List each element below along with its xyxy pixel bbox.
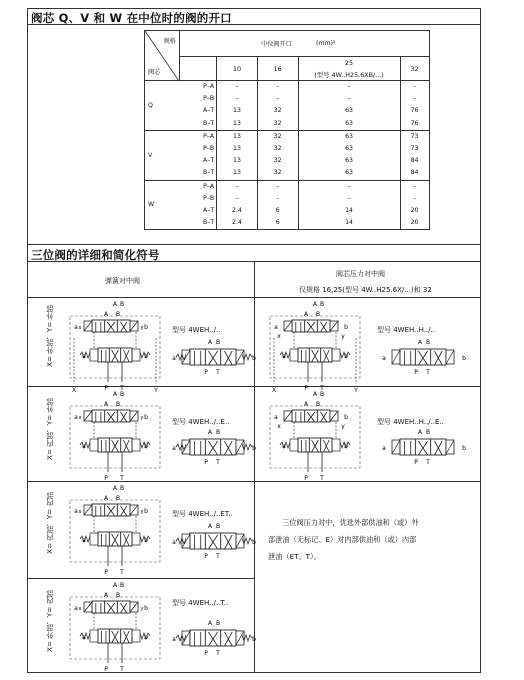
area-value: – — [235, 95, 239, 103]
port-letter: x — [78, 606, 82, 612]
port-letter: a — [382, 355, 386, 362]
port-letter: P — [414, 369, 418, 376]
simplified-valve-symbol — [172, 523, 256, 560]
port-letter: b — [144, 414, 148, 421]
area-cell — [217, 130, 258, 180]
port-letter: B — [119, 485, 125, 492]
port-letter: a — [382, 445, 386, 452]
corner-top: 规格 — [163, 38, 176, 45]
port-letter: A — [103, 495, 109, 502]
area-value: 63 — [345, 169, 353, 177]
port-letter: A — [303, 311, 309, 318]
port-letter: B — [115, 592, 121, 599]
area-cell — [298, 130, 400, 180]
path-label: B–T — [203, 169, 215, 177]
unit: (mm)² — [298, 31, 400, 57]
area-value: – — [412, 182, 417, 190]
port-letter: a — [82, 537, 86, 544]
port-letter: b — [144, 634, 148, 641]
area-value: 73 — [410, 144, 419, 152]
area-value: 14 — [345, 206, 353, 214]
port-letter: T — [120, 385, 124, 392]
area-value: 76 — [410, 119, 419, 127]
area-value: – — [412, 194, 417, 202]
path-label: B–T — [203, 219, 215, 227]
path-labels — [180, 81, 217, 131]
port-letter: T — [120, 475, 124, 482]
port-letter: A — [207, 620, 213, 627]
simplified-symbol-left-row2 — [172, 429, 256, 470]
port-letter: T — [216, 459, 220, 466]
port-letter: a — [274, 414, 278, 421]
area-value: 32 — [273, 119, 282, 127]
divider — [27, 578, 255, 579]
area-cell — [400, 180, 429, 230]
area-value: 20 — [410, 206, 419, 214]
simplified-valve-symbol — [382, 429, 466, 466]
row2-side-label: X= 内部，Y= 外部 — [45, 398, 54, 460]
port-letter: T — [426, 459, 430, 466]
simplified-valve-symbol — [382, 339, 466, 376]
detailed-valve-symbol — [70, 391, 160, 482]
port-letter: A — [103, 311, 109, 318]
spool-label: W — [145, 180, 180, 230]
port-letter: B — [115, 401, 121, 408]
detailed-symbol-left-row4 — [62, 583, 172, 675]
detailed-symbol-right-row2 — [262, 392, 372, 484]
area-value: 13 — [233, 169, 241, 177]
path-label: A–T — [203, 206, 215, 214]
port-letter: B — [115, 311, 121, 318]
port-letter: a — [274, 324, 278, 331]
area-value: 20 — [410, 219, 419, 227]
port-letter: b — [462, 355, 466, 362]
port-letter: B — [215, 620, 221, 627]
port-letter: y — [140, 415, 144, 421]
area-cell — [400, 130, 429, 180]
port-letter: a — [74, 414, 78, 421]
port-letter: y — [140, 509, 144, 515]
port-letter: B — [115, 495, 121, 502]
path-label: P–A — [203, 182, 215, 190]
area-value: – — [235, 194, 239, 202]
area-value: 32 — [273, 132, 282, 140]
area-value: 63 — [345, 157, 353, 165]
area-cell — [257, 180, 298, 230]
detailed-symbol-right-row1 — [262, 302, 372, 394]
col-left-head: 弹簧对中阀 — [105, 277, 140, 285]
port-letter: A — [303, 401, 309, 408]
area-value: – — [412, 83, 417, 90]
port-letter: B — [319, 391, 325, 398]
area-value: 32 — [273, 169, 282, 177]
port-letter: Y — [354, 387, 358, 394]
divider — [27, 297, 481, 298]
port-letter: x — [78, 509, 82, 515]
area-value: – — [347, 182, 351, 190]
port-letter: A — [112, 485, 118, 492]
area-value: 32 — [273, 157, 282, 165]
port-letter: b — [144, 605, 148, 612]
port-letter: y — [341, 333, 345, 340]
port-letter: a — [74, 605, 78, 612]
area-cell — [217, 180, 258, 230]
col-right-head: 阀芯压力对中阀 — [336, 270, 385, 278]
area-cell — [298, 81, 400, 131]
port-letter: x — [78, 325, 82, 331]
area-value: – — [235, 182, 239, 190]
area-value: 13 — [233, 157, 241, 165]
port-letter: x — [277, 423, 281, 430]
port-letter: A — [207, 523, 213, 530]
port-letter: B — [119, 582, 125, 589]
area-value: 2.4 — [232, 219, 242, 227]
port-letter: a — [74, 324, 78, 331]
port-letter: b — [252, 636, 256, 643]
section1-title: 阀芯 Q、V 和 W 在中位时的阀的开口 — [31, 11, 232, 25]
area-value: – — [276, 194, 280, 202]
area-cell — [298, 180, 400, 230]
port-letter: y — [341, 423, 345, 430]
detailed-symbol-left-row3 — [62, 486, 172, 578]
port-letter: b — [344, 353, 348, 360]
detailed-valve-symbol — [70, 485, 160, 576]
detailed-symbol-left-row2 — [62, 392, 172, 484]
simplified-symbol-left-row3 — [172, 523, 256, 564]
area-value: 13 — [233, 144, 241, 152]
column-divider — [254, 261, 255, 673]
port-letter: y — [140, 325, 144, 331]
port-letter: b — [144, 508, 148, 515]
row2-left-model: 型号 4WEH../..E.. — [172, 418, 230, 426]
spool-label: Q — [145, 81, 180, 131]
divider — [27, 24, 481, 25]
area-value: 73 — [410, 132, 419, 140]
path-label: P–A — [203, 132, 215, 140]
port-letter: P — [204, 369, 208, 376]
port-letter: A — [417, 339, 423, 346]
port-letter: a — [82, 634, 86, 641]
area-value: 63 — [345, 144, 353, 152]
port-letter: b — [252, 355, 256, 362]
port-letter: B — [215, 339, 221, 346]
port-letter: a — [282, 443, 286, 450]
group-head: 中位阀开口 — [180, 31, 299, 57]
area-value: 6 — [275, 206, 280, 214]
area-value: 32 — [273, 144, 282, 152]
path-label: P–B — [203, 95, 215, 103]
detailed-symbol-left-row1 — [62, 302, 172, 394]
spool-group-q — [145, 81, 430, 131]
port-letter: a — [172, 355, 176, 362]
port-letter: T — [216, 369, 220, 376]
area-value: – — [276, 83, 280, 90]
port-letter: A — [112, 301, 118, 308]
port-letter: P — [104, 385, 108, 392]
path-label: B–T — [203, 119, 215, 127]
simplified-valve-symbol — [172, 429, 256, 466]
area-value: 63 — [345, 107, 353, 115]
pressure-centering-note: 三位阀压力对中，优选外部供油和（或）外 部泄油（无标记、E）对内部供油和（或）内部 泄油（ET、T）。 — [268, 518, 419, 561]
port-letter: y — [140, 606, 144, 612]
area-value: 32 — [273, 107, 282, 115]
detailed-valve-symbol — [70, 301, 160, 394]
size-16: 16 — [257, 57, 298, 81]
port-letter: a — [82, 443, 86, 450]
area-value: 6 — [275, 219, 280, 227]
area-value: 63 — [345, 132, 353, 140]
area-cell — [217, 81, 258, 131]
port-letter: T — [426, 369, 430, 376]
area-value: – — [347, 95, 351, 103]
port-letter: B — [119, 301, 125, 308]
port-letter: x — [277, 333, 281, 340]
area-value: – — [235, 83, 239, 90]
simplified-symbol-right-row2 — [378, 430, 464, 470]
port-letter: A — [312, 391, 318, 398]
section2-title: 三位阀的详细和简化符号 — [31, 248, 160, 262]
port-letter: P — [204, 459, 208, 466]
port-letter: B — [215, 523, 221, 530]
port-letter: A — [207, 429, 213, 436]
port-letter: P — [304, 475, 308, 482]
row3-left-model: 型号 4WEH../..ET.. — [172, 510, 233, 518]
port-letter: T — [216, 650, 220, 657]
port-letter: b — [144, 353, 148, 360]
port-letter: P — [414, 459, 418, 466]
port-letter: a — [74, 508, 78, 515]
area-value: 13 — [233, 119, 241, 127]
path-label: A–T — [203, 107, 215, 115]
size-10: 10 — [217, 57, 258, 81]
port-letter: b — [144, 443, 148, 450]
area-value: – — [412, 95, 417, 103]
port-letter: B — [119, 391, 125, 398]
port-letter: B — [215, 429, 221, 436]
area-value: 63 — [345, 119, 353, 127]
area-value: 13 — [233, 107, 241, 115]
port-letter: A — [112, 582, 118, 589]
detailed-valve-symbol — [270, 301, 360, 394]
port-letter: A — [312, 301, 318, 308]
simplified-symbol-left-row4 — [172, 620, 256, 661]
port-letter: A — [112, 391, 118, 398]
area-cell — [400, 81, 429, 131]
port-letter: P — [104, 569, 108, 576]
area-cell — [257, 81, 298, 131]
port-letter: A — [103, 592, 109, 599]
port-letter: P — [104, 475, 108, 482]
port-letter: P — [104, 666, 108, 673]
area-value: 14 — [345, 219, 353, 227]
port-letter: T — [120, 666, 124, 673]
port-letter: A — [417, 429, 423, 436]
row1-right-model: 型号 4WEH..H../.. — [377, 326, 436, 334]
path-labels — [180, 130, 217, 180]
area-value: – — [276, 182, 280, 190]
port-letter: X — [271, 387, 277, 394]
port-letter: Y — [154, 387, 158, 394]
simplified-symbol-right-row1 — [378, 340, 464, 380]
area-value: – — [347, 83, 351, 90]
path-label: P–A — [203, 83, 215, 90]
port-letter: b — [344, 414, 348, 421]
port-letter: a — [172, 539, 176, 546]
port-letter: b — [252, 539, 256, 546]
row2-right-model: 型号 4WEH..H../..E.. — [377, 418, 444, 426]
flow-area-table — [144, 30, 430, 230]
area-value: 2.4 — [232, 206, 242, 214]
spool-group-v — [145, 130, 430, 180]
size-32: 32 — [400, 57, 429, 81]
port-letter: A — [207, 339, 213, 346]
simplified-valve-symbol — [172, 620, 256, 657]
port-letter: a — [172, 445, 176, 452]
area-value: 13 — [233, 132, 241, 140]
port-letter: T — [120, 569, 124, 576]
port-letter: B — [315, 311, 321, 318]
port-letter: T — [320, 385, 324, 392]
port-letter: T — [320, 475, 324, 482]
port-letter: b — [344, 443, 348, 450]
port-letter: B — [315, 401, 321, 408]
port-letter: B — [319, 301, 325, 308]
port-letter: b — [252, 445, 256, 452]
port-letter: x — [78, 415, 82, 421]
simplified-valve-symbol — [172, 339, 256, 376]
detailed-valve-symbol — [270, 391, 360, 482]
row1-side-label: X= 外部，Y= 外部 — [45, 305, 54, 367]
port-letter: a — [82, 353, 86, 360]
size-25: 25 (型号 4W..H25.6XB/...) — [298, 57, 400, 81]
port-letter: B — [425, 339, 431, 346]
area-value: 84 — [410, 169, 419, 177]
spool-label: V — [145, 130, 180, 180]
port-letter: P — [304, 385, 308, 392]
corner-bottom: 阀芯 — [148, 69, 161, 76]
port-letter: P — [204, 553, 208, 560]
port-letter: A — [103, 401, 109, 408]
area-value: 84 — [410, 157, 419, 165]
divider — [27, 244, 481, 245]
port-letter: b — [144, 324, 148, 331]
simplified-symbol-left-row1 — [172, 339, 256, 380]
port-letter: X — [71, 387, 77, 394]
port-letter: b — [462, 445, 466, 452]
area-value: – — [276, 95, 280, 103]
port-letter: B — [425, 429, 431, 436]
port-letter: b — [344, 324, 348, 331]
corner-cell — [145, 31, 180, 81]
path-label: A–T — [203, 157, 215, 165]
area-value: 76 — [410, 107, 419, 115]
port-letter: P — [204, 650, 208, 657]
path-label: P–B — [203, 194, 215, 202]
col-right-sub: 仅规格 16,25(型号 4W..H25.6X/...)和 32 — [299, 286, 432, 294]
row3-side-label: X= 内部，Y= 内部 — [45, 492, 54, 554]
row1-left-model: 型号 4WEH../.. — [172, 326, 221, 334]
port-letter: T — [216, 553, 220, 560]
detailed-valve-symbol — [70, 582, 160, 673]
port-letter: a — [282, 353, 286, 360]
path-labels — [180, 180, 217, 230]
area-value: – — [347, 194, 351, 202]
area-cell — [257, 130, 298, 180]
port-letter: a — [172, 636, 176, 643]
port-letter: b — [144, 537, 148, 544]
spool-group-w — [145, 180, 430, 230]
path-label: P–B — [203, 144, 215, 152]
row4-side-label: X= 外部，Y= 内部 — [45, 590, 54, 652]
row4-left-model: 型号 4WEH../..T.. — [172, 599, 229, 607]
